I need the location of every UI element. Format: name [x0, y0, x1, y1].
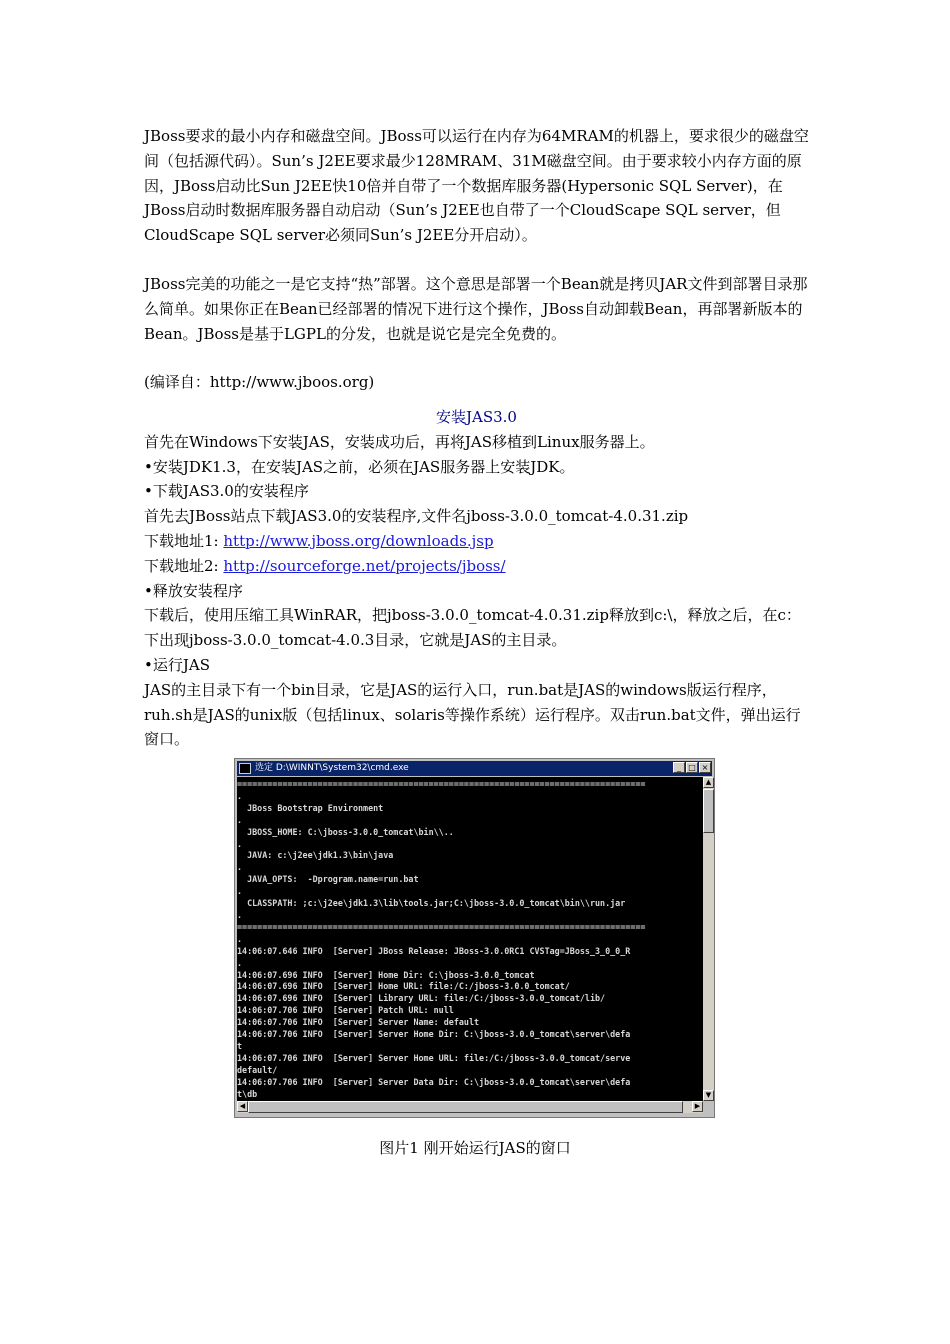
figure-caption: 图片1 刚开始运行JAS的窗口: [379, 1139, 571, 1157]
download-link-1[interactable]: http://www.jboss.org/downloads.jsp: [223, 531, 494, 550]
scroll-up-icon: ▲: [703, 777, 714, 788]
horizontal-scrollbar: [237, 1101, 703, 1113]
maximize-icon: □: [686, 762, 698, 773]
download-label-1: 下载地址1:: [144, 531, 224, 550]
document-body: [144, 124, 809, 752]
paragraph-hot-deploy: JBoss完美的功能之一是它支持“热”部署。这个意思是部署一个Bean就是拷贝JAR文件到部署目录那么简单。如果你正在Bean已经部署的情况下进行这个操作，JBoss自动卸载Bean，再部署新版本的Bean。JBoss是基于LGPL的分发，也就是说它是完全免费的。: [144, 275, 808, 343]
close-icon: ×: [699, 762, 711, 773]
vertical-scrollbar: [703, 777, 714, 1101]
scroll-right-icon: ▶: [692, 1101, 703, 1112]
cmd-window-title: 选定 D:\WINNT\System32\cmd.exe: [255, 763, 409, 773]
paragraph-intro: 首先在Windows下安装JAS，安装成功后，再将JAS移植到Linux服务器上。: [144, 432, 655, 451]
section-heading: 安装JAS3.0: [436, 407, 517, 426]
window-controls: [673, 762, 711, 773]
cmd-window-icon: [239, 763, 251, 774]
scroll-down-icon: ▼: [703, 1090, 714, 1101]
horizontal-scroll-thumb: [248, 1101, 683, 1113]
paragraph-extract-desc: 下载后，使用压缩工具WinRAR，把jboss-3.0.0_tomcat-4.0.31.zip释放到c:\，释放之后，在c：下出现jboss-3.0.0_tomcat-4.0.3目录，它就是JAS的主目录。: [144, 606, 801, 650]
paragraph-download-desc: 首先去JBoss站点下载JAS3.0的安装程序,文件名jboss-3.0.0_tomcat-4.0.31.zip: [144, 507, 689, 526]
console-text: ================================================================================= . JBoss Bootstrap Environment . JBOSS_HOME: C:\jboss-3.0.0_tomcat\bin\\.. . JAVA: c:\j2ee\jdk1.3\bin\java . JAVA_OPTS: -Dprogram.name=run.bat . CLASSPATH: ;c:\j2ee\jdk1.3\lib\tools.jar;C:\jboss-3.0.0_tomcat\bin\\run.jar . ================================================================================= . 14:06:07.646 INFO [Server] JBoss Release: JBoss-3.0.0RC1 CVSTag=JBoss_3_0_0_R . 14:06:07.696 INFO [Server] Home Dir: C:\jboss-3.0.0_tomcat 14:06:07.696 INFO [Server] Home URL: file:/C:/jboss-3.0.0_tomcat/ 14:06:07.696 INFO [Server] Library URL: file:/C:/jboss-3.0.0_tomcat/lib/ 14:06:07.706 INFO [Server] Patch URL: null 14:06:07.706 INFO [Server] Server Name: default 14:06:07.706 INFO [Server] Server Home Dir: C:\jboss-3.0.0_tomcat\server\defa t 14:06:07.706 INFO [Server] Server Home URL: file:/C:/jboss-3.0.0_tomcat/serve default/ 14:06:07.706 INFO [Server] Server Data Dir: C:\jboss-3.0.0_tomcat\server\defa t\db: [237, 779, 646, 1099]
scroll-left-icon: ◀: [237, 1101, 248, 1112]
minimize-icon: _: [673, 762, 685, 773]
download-line-1: [144, 529, 809, 554]
download-line-2: [144, 554, 809, 579]
paragraph-run-desc: JAS的主目录下有一个bin目录，它是JAS的运行入口，run.bat是JAS的windows版运行程序，ruh.sh是JAS的unix版（包括linux、solaris等操作系统）运行程序。双击run.bat文件，弹出运行窗口。: [144, 680, 801, 749]
bullet-run: •运行JAS: [144, 655, 210, 674]
bullet-extract: •释放安装程序: [144, 581, 243, 600]
paragraph-jboss-requirements: JBoss要求的最小内存和磁盘空间。JBoss可以运行在内存为64MRAM的机器上，要求很少的磁盘空间（包括源代码）。Sun’s J2EE要求最少128MRAM、31M磁盘空间。由于要求较小内存方面的原因，JBoss启动比Sun J2EE快10倍并自带了一个数据库服务器(Hypersonic SQL Server)，在JBoss启动时数据库服务器自动启动（Sun’s J2EE也自带了一个CloudScape SQL server，但CloudScape SQL server必须同Sun’s J2EE分开启动）。: [144, 127, 809, 245]
cmd-title-bar: [237, 761, 712, 776]
source-note: (编译自：http://www.jboos.org): [144, 373, 375, 391]
bullet-install-jdk: •安装JDK1.3，在安装JAS之前，必须在JAS服务器上安装JDK。: [144, 457, 575, 476]
cmd-window-screenshot: [234, 758, 715, 1118]
download-label-2: 下载地址2:: [144, 556, 224, 575]
download-link-2[interactable]: http://sourceforge.net/projects/jboss/: [223, 556, 506, 575]
bullet-download: •下载JAS3.0的安装程序: [144, 482, 309, 501]
vertical-scroll-thumb: [703, 789, 714, 833]
console-output: [237, 777, 703, 1101]
